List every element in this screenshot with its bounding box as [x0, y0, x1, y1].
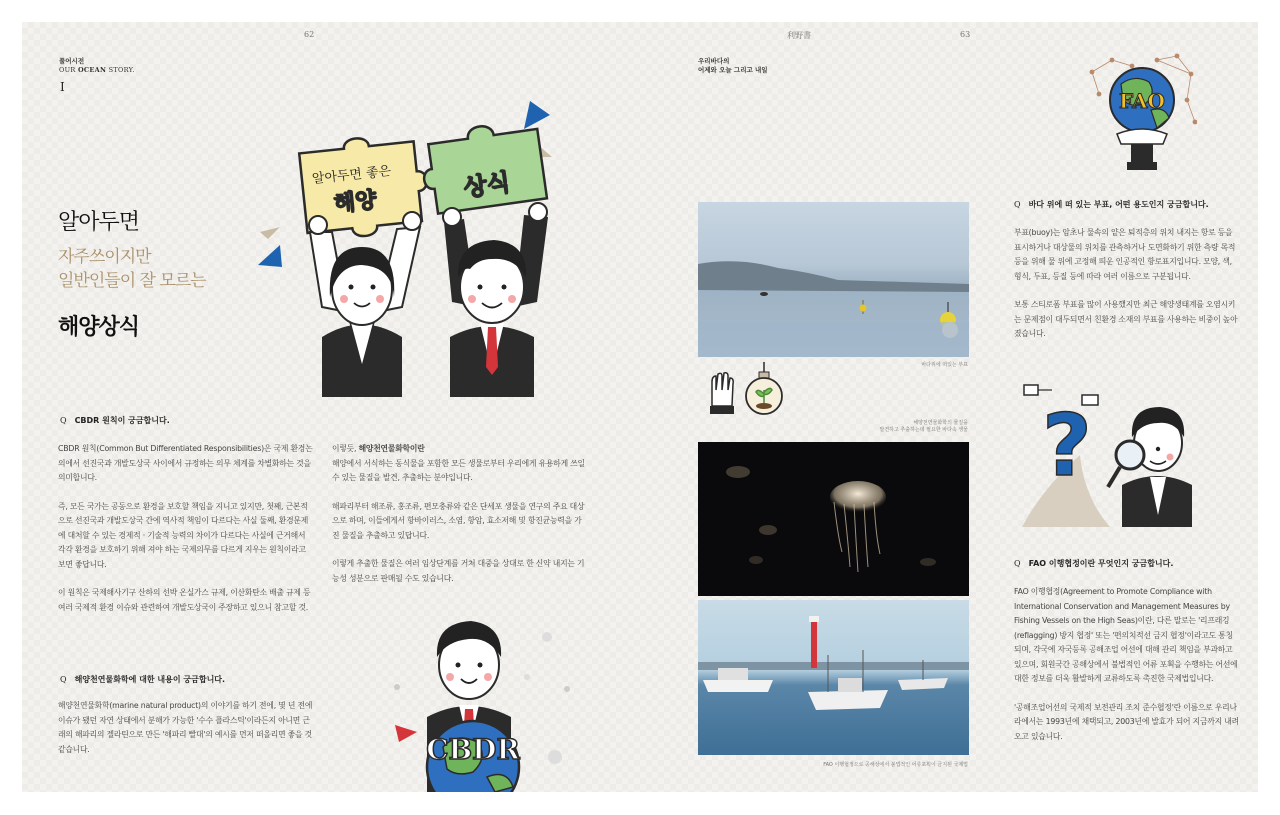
paragraph: FAO 이행협정(Agreement to Promote Compliance with International Conservation and Management Measures by Fishing Vessels on the High Seas)이란, 다른 말로는 '리프래깅(reflagging) 방지 협정' 또는 '편의치적선 금지 협정'이라고도 통칭되며, 각국에 자국등록 공해조업 어선에 대해 관리 책임을 부과하고 있으며, 회원국간 공해상에서 불법적인 어류 포획을 수행하는 어선에 대한 정보를 더욱 활발하게 교류하도록 촉진한 국제법입니다.: [1014, 587, 1238, 683]
puzzle-left-big: 해양: [332, 187, 378, 218]
column-3-body: [1014, 226, 1240, 356]
paragraph: 부표(buoy)는 암초나 물속의 얕은 퇴적층의 위치 내지는 항로 등을 표시하거나 대상물의 위치를 관측하거나 도면화하기 위한 측량 목적 등을 위해 물 위에 고정해 띄운 인공적인 항로표지입니다. 모양, 색, 형식, 두표, 등질 등에 따라 여러 이름으로 구분됩니다.: [1014, 228, 1236, 281]
question-fao: Q FAO 이행협정이란 무엇인지 궁금합니다.: [1014, 559, 1174, 568]
kicker-english: OUR OCEAN STORY.: [59, 66, 135, 74]
title-line-3: 일반인들이 잘 모르는: [58, 271, 206, 291]
harbor-photo: [698, 600, 969, 755]
column-1-body-2: [58, 699, 314, 771]
page-number-right: 63: [960, 30, 971, 39]
caption-harbor: FAO 이행협정으로 공해상에서 불법적인 어류포획이 금지된 국제법: [823, 762, 968, 768]
page-number-left: 62: [304, 30, 315, 39]
paragraph: CBDR 원칙(Common But Differentiated Responsibilities)은 국제 환경논의에서 선진국과 개발도상국 사이에서 규정하는 의무 체계를 차별화하는 것을 의미합니다.: [58, 444, 313, 482]
section-kicker: [59, 57, 135, 75]
paragraph: 이렇게 추출한 물질은 여러 임상단계를 거쳐 대중을 상대로 한 신약 내지는 기능성 성분으로 판매될 수도 있습니다.: [332, 559, 585, 583]
magazine-spread: [22, 22, 1258, 792]
paragraph: 해양천연물화학(marine natural product)의 이야기를 하기 전에, 몇 년 전에 이슈가 됐던 자연 상태에서 분해가 가능한 '수수 플라스틱'이라든지 아니면 근래의 해파리의 젤라틴으로 만든 '해파리 빨대'의 예시를 먼저 떠올리면 좋을 것 같습니다.: [58, 701, 313, 754]
caption-buoy: 바다위에 떠있는 부표: [921, 362, 968, 368]
caption-marine-life: 해양천연물화학의 물질을 발견하고 추출하는데 필요한 바다속 생물: [879, 420, 968, 433]
question-marine-chemistry: Q 해양천연물화학에 대한 내용이 궁금합니다.: [60, 675, 226, 684]
magnifier-icon: [1116, 441, 1144, 469]
globe-label: CBDR: [426, 733, 520, 766]
right-kicker: 우리바다의 어제와 오늘 그리고 내일: [698, 57, 768, 74]
blue-triangle-icon: [258, 245, 282, 267]
column-3-body-2: [1014, 585, 1240, 758]
question-cbdr: Q CBDR 원칙이 궁금합니다.: [60, 416, 170, 425]
puzzle-left-small: 알아두면 좋은: [311, 163, 392, 188]
buoy-photo: [698, 202, 969, 357]
woman-character: [309, 212, 421, 397]
cbdr-globe-illustration: [377, 597, 577, 792]
paragraph: 즉, 모든 국가는 공동으로 환경을 보호할 책임을 지니고 있지만, 첫째, 근본적으로 선진국과 개발도상국 간에 역사적 책임이 다르다는 사실 둘째, 환경문제에 대처할 수 있는 경제적 · 기술적 능력의 차이가 다르다는 사실에 근거해서 각각 환경을 보호하기 위해 져야 하는 국제의무를 다르게 지우는 원칙이라고 보면 좋답니다.: [58, 501, 309, 569]
title-line-1: 알아두면: [58, 210, 140, 235]
column-2-body: [332, 442, 588, 600]
paragraph: '공해조업어선의 국제적 보전관리 조치 준수협정'란 이름으로 우리나라에서는 1993년에 채택되고, 2003년에 발효가 되어 지금까지 내려오고 있습니다.: [1014, 702, 1239, 741]
jellyfish-photo: [698, 442, 969, 596]
fao-globe-illustration: [1087, 52, 1197, 177]
puzzle-illustration: [252, 97, 562, 397]
man-character: [443, 203, 548, 397]
fao-label: FAO: [1119, 89, 1165, 113]
green-puzzle-piece: [418, 119, 547, 215]
title-line-2: 자주쓰이지만: [58, 247, 151, 267]
section-mark: I: [60, 80, 65, 94]
hand-lightbulb-illustration: [702, 358, 792, 418]
paragraph: 이 원칙은 국제해사기구 산하의 선박 온실가스 규제, 이산화탄소 배출 규제 등 여러 국제적 환경 이슈와 관련하여 개발도상국이 주장하고 있으니 참고할 것.: [58, 588, 311, 612]
kicker-korean: 풀어시전: [59, 57, 85, 65]
paragraph: 이렇듯, 해양천연물화학이란 해양에서 서식하는 동식물을 포함한 모든 생물로부터 우리에게 유용하게 쓰일 수 있는 물질을 발견, 추출하는 분야입니다.: [332, 444, 585, 482]
puzzle-right-big: 상식: [461, 167, 512, 203]
question-mark-illustration: [1012, 377, 1202, 527]
title-line-4: 해양상식: [58, 315, 140, 340]
question-buoy: Q 바다 위에 떠 있는 부표, 어떤 용도인지 궁금합니다.: [1014, 200, 1209, 209]
column-1-body: [58, 442, 314, 629]
blue-triangle-icon: [524, 101, 550, 129]
paragraph: 보통 스티로폼 부표를 많이 사용했지만 최근 해양생태계를 오염시키는 문제점이 대두되면서 친환경 소재의 부표를 사용하는 비중이 높아졌습니다.: [1014, 300, 1238, 338]
question-mark-icon: ?: [1042, 396, 1092, 496]
header-center: 利野書: [787, 31, 811, 40]
paragraph: 해파리부터 해조류, 홍조류, 편모충류와 같은 단세포 생물을 연구의 주요 대상으로 하며, 이들에게서 항바이러스, 소염, 항암, 효소저해 및 항진균능력을 가진 물질을 추출하고 있답니다.: [332, 501, 585, 540]
